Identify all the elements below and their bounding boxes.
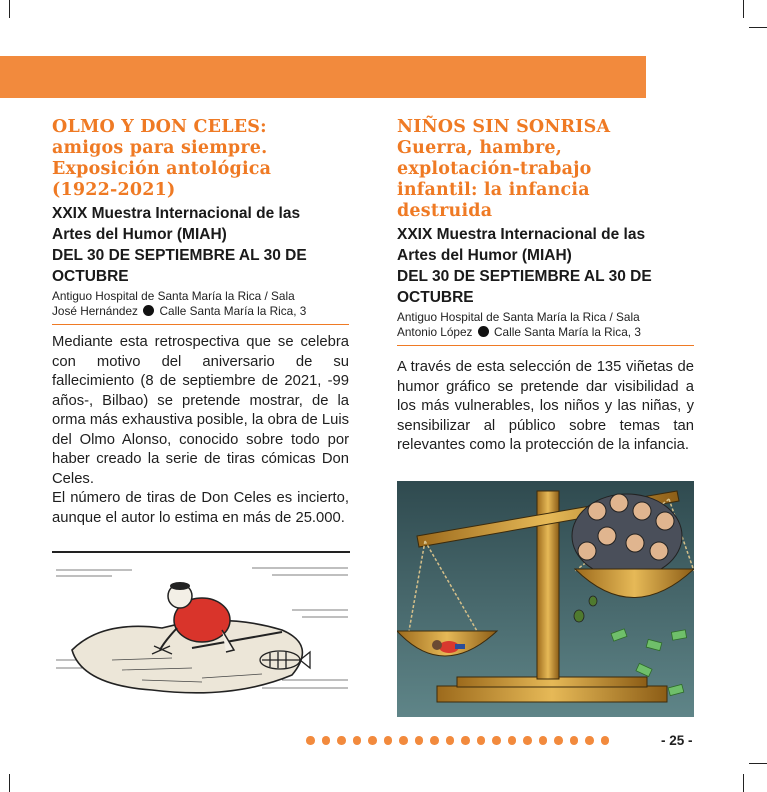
article-title <box>397 117 694 222</box>
decorative-dots <box>306 736 609 745</box>
venue-address: Calle Santa María la Rica, 3 <box>494 325 641 339</box>
venue-line: Antiguo Hospital de Santa María la Rica / Sala <box>52 289 295 303</box>
dot <box>430 736 439 745</box>
subtitle-line: DEL 30 DE SEPTIEMBRE AL 30 DE <box>52 247 307 264</box>
subtitle-line: XXIX Muestra Internacional de las <box>397 226 646 243</box>
dot <box>384 736 393 745</box>
venue-info <box>397 310 694 346</box>
crop-mark <box>9 0 10 18</box>
subtitle-line: OCTUBRE <box>397 289 474 306</box>
dot <box>461 736 470 745</box>
venue-room: José Hernández <box>52 304 138 318</box>
bullet-dot-icon <box>478 326 489 337</box>
title-line: amigos para siempre. <box>52 138 268 158</box>
title-line: destruida <box>397 201 493 221</box>
bullet-dot-icon <box>143 305 154 316</box>
dot <box>399 736 408 745</box>
venue-info <box>52 289 349 325</box>
dot <box>539 736 548 745</box>
subtitle-line: OCTUBRE <box>52 268 129 285</box>
dot <box>585 736 594 745</box>
article-left <box>52 117 349 528</box>
title-line: explotación-trabajo <box>397 159 592 179</box>
title-line: Guerra, hambre, <box>397 138 563 158</box>
cartoon-scale-image <box>397 481 694 717</box>
dot <box>306 736 315 745</box>
subtitle-line: Artes del Humor (MIAH) <box>397 247 572 264</box>
title-line: NIÑOS SIN SONRISA <box>397 117 611 137</box>
dot <box>477 736 486 745</box>
dot <box>415 736 424 745</box>
article-body <box>397 358 694 456</box>
crop-mark <box>743 0 744 18</box>
venue-line: Antiguo Hospital de Santa María la Rica / Sala <box>397 310 640 324</box>
subtitle-line: Artes del Humor (MIAH) <box>52 226 227 243</box>
dot <box>508 736 517 745</box>
article-subtitle <box>397 224 694 308</box>
article-subtitle <box>52 203 349 287</box>
crop-mark <box>743 774 744 792</box>
dot <box>492 736 501 745</box>
dot <box>523 736 532 745</box>
title-line: infantil: la infancia <box>397 180 590 200</box>
dot <box>353 736 362 745</box>
dot <box>554 736 563 745</box>
crop-mark <box>9 774 10 792</box>
cartoon-island-image <box>52 550 350 702</box>
article-title <box>52 117 349 201</box>
dot <box>446 736 455 745</box>
venue-room: Antonio López <box>397 325 473 339</box>
header-band <box>0 56 646 98</box>
crop-mark <box>749 763 767 764</box>
dot <box>337 736 346 745</box>
crop-mark <box>749 27 767 28</box>
dot <box>368 736 377 745</box>
subtitle-line: DEL 30 DE SEPTIEMBRE AL 30 DE <box>397 268 652 285</box>
title-line: (1922-2021) <box>52 180 176 200</box>
dot <box>570 736 579 745</box>
venue-line <box>397 325 694 340</box>
article-right <box>397 117 694 456</box>
venue-address: Calle Santa María la Rica, 3 <box>159 304 307 318</box>
article-body <box>52 333 349 528</box>
title-line: Exposición antológica <box>52 159 272 179</box>
body-paragraph: Mediante esta retrospectiva que se celebra con motivo del aniversario de su fallecimiento (8 de septiembre de 2021, -99 años-, Bilbao) se pretende mostrar, de la orma más exhaustiva posible, la obra de Luis del Olmo Alonso, conocido sobre todo por haber creado la serie de tiras cómicas Don Celes. <box>52 334 349 487</box>
venue-line <box>52 304 349 319</box>
page-number: - 25 - <box>661 733 693 748</box>
dot <box>601 736 610 745</box>
body-paragraph: El número de tiras de Don Celes es incierto, aunque el autor lo estima en más de 25.000. <box>52 490 349 526</box>
subtitle-line: XXIX Muestra Internacional de las <box>52 205 301 222</box>
dot <box>322 736 331 745</box>
title-line: OLMO Y DON CELES: <box>52 117 267 137</box>
body-paragraph: A través de esta selección de 135 viñetas de humor gráfico se pretende dar visibilidad a los más vulnerables, los niños y las niñas, y sensibilizar al público sobre temas tan relevantes como la protección de la infancia. <box>397 359 694 453</box>
